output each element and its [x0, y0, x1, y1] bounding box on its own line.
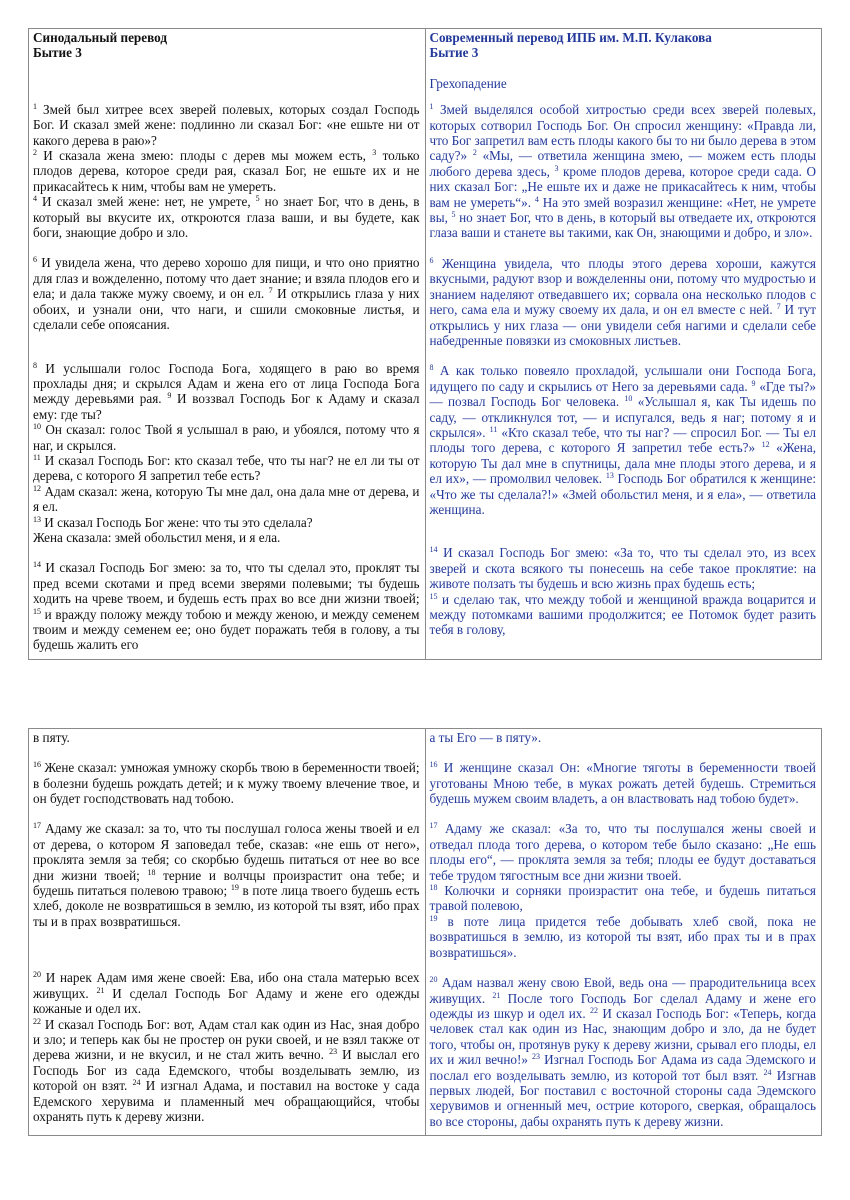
- verse-text: И женщине сказал Он: «Многие тяготы в беременности твоей уготованы Мною тебе, в муках рожать детей будешь. Стремиться будешь мужем своим владеть, а он властвовать над тобою будет».: [429, 760, 816, 807]
- verse-text: Господь Бог обратился к женщине: «Что же ты сделала?!» «Змей обольстил меня, и я ела», — ответила женщина.: [429, 471, 816, 517]
- comparison-table-page-1: [28, 28, 822, 660]
- verse-number: 7: [776, 302, 781, 312]
- verse-text: «Где ты?» — позвал Господь Бог человека.: [429, 378, 816, 410]
- verse-number: 3: [554, 163, 559, 173]
- verse-text: кроме плодов дерева, которое среди сада. О них сказал Бог: „Не ешьте их и даже не прикасайтесь к ним, чтобы вам не умереть“».: [429, 163, 816, 210]
- verse-text: И сказал Господь Бог жене: что ты это сделала?: [41, 514, 313, 530]
- verse-number: 4: [33, 194, 37, 204]
- verse-text: Колючки и сорняки произрастит она тебе, и будешь питаться травой полевою,: [429, 883, 816, 914]
- verse-text: Изгнав первых людей, Бог поставил с восточной стороны сада Эдемского херувимов и огненный меч, острие которого, сверкая, обращалось во все стороны, дабы охранять путь к дереву жизни.: [429, 1067, 816, 1129]
- chapter-heading: Бытие 3: [429, 45, 479, 61]
- verse-text: но знает Бог, что в день, в который вы вкусите их, откроются глаза ваши, и вы будете, как боги, знающие добро и зло.: [33, 194, 420, 241]
- verse-number: 10: [33, 422, 41, 432]
- paragraph: [430, 363, 817, 517]
- verse-number: 21: [492, 990, 501, 1000]
- verse-text: И сказал Господь Бог змею: «За то, что ты сделал это, из всех зверей и скота всякого ты понесешь на себе такое проклятие: на животе ползать ты будешь и всю жизнь прах будешь есть;: [429, 545, 816, 592]
- paragraph: [33, 821, 420, 929]
- verse-text: но знает Бог, что в день, в который вы отведаете их, откроются глаза ваши и станете вы такими, как Он, знающими и добро, и зло».: [429, 210, 816, 241]
- verse-number: 14: [429, 545, 438, 555]
- verse-number: 7: [268, 286, 273, 296]
- verse-number: 17: [429, 821, 438, 831]
- verse-text: И увидела жена, что дерево хорошо для пищи, и что оно приятно для глаз и вожделенно, потому что дает знание; и взяла плодов его и ела; и дала также мужу своему, и он ел.: [33, 255, 420, 302]
- verse-text: в поте лица твоего будешь есть хлеб, доколе не возвратишься в землю, из которой ты взят, ибо прах ты и в прах возвратишься.: [33, 883, 420, 929]
- verse-number: 9: [167, 391, 172, 401]
- verse-text: Женщина увидела, что плоды этого дерева хороши, кажутся вкусными, радуют взор и вожделенны они, потому что мудростью и знанием наделяют отведавшего их; сорвала она несколько плодов с него, сама ела и мужу своему их дала, и он ел вместе с ней.: [429, 255, 816, 318]
- verse-text: и сделаю так, что между тобой и женщиной вражда воцарится и между потомками вашими продолжится; ее Потомок будет разить тебя в голову,: [429, 591, 816, 638]
- verse-text: в поте лица придется тебе добывать хлеб свой, пока не возвратишься в землю, из которой ты взят, ибо прах ты и в прах возвратишься».: [429, 913, 816, 960]
- paragraph: [430, 102, 817, 241]
- verse-number: 5: [255, 194, 260, 204]
- verse-text: а ты Его — в пяту».: [429, 729, 542, 745]
- verse-number: 8: [429, 363, 434, 373]
- verse-text: Он сказал: голос Твой я услышал в раю, и убоялся, потому что я наг, и скрылся.: [33, 422, 420, 453]
- column-title: Современный перевод ИПБ им. М.П. Кулакова: [429, 30, 712, 45]
- paragraph: [430, 821, 817, 960]
- column-title: Синодальный перевод: [33, 30, 168, 45]
- verse-number: 1: [33, 101, 37, 111]
- verse-number: 4: [534, 194, 539, 204]
- verse-number: 9: [751, 378, 756, 388]
- verse-text: в пяту.: [33, 729, 70, 745]
- verse-text: И нарек Адам имя жене своей: Ева, ибо она стала матерью всех живущих.: [33, 970, 420, 1001]
- verse-text: И воззвал Господь Бог к Адаму и сказал ему: где ты?: [33, 391, 420, 422]
- verse-number: 13: [605, 471, 614, 481]
- verse-number: 6: [429, 255, 434, 265]
- verse-number: 16: [429, 760, 438, 770]
- verse-text: Адаму же сказал: «За то, что ты послушался жены своей и отведал плода того дерева, о котором тебе было сказано: „Не ешь плоды его“, — проклята земля за тебя; плоды ее будут доставаться тебе трудом тягостным все дни жизни твоей.: [429, 821, 816, 883]
- verse-text: И тут открылись у них глаза — они увидели себя нагими и сделали себе набедренные повязки из смоковных листьев.: [429, 302, 816, 348]
- verse-text: И сказал Господь Бог: «Теперь, когда человек стал как один из Нас, знающим добро и зло, да не будет того, чтобы он, протянув руку к дереву жизни, срывал его плоды, ел их и жил вечно!»: [429, 1005, 816, 1068]
- verse-text: и вражду положу между тобою и между женою, и между семенем твоим и между семенем ее; оно будет поражать тебя в голову, а ты будешь жалить его: [33, 606, 420, 653]
- verse-number: 22: [33, 1016, 41, 1026]
- verse-text: А как только повеяло прохладой, услышали они Господа Бога, идущего по саду и скрылись от Него за деревьями сада.: [429, 363, 816, 394]
- verse-number: 10: [624, 394, 633, 404]
- verse-text: И открылись глаза у них обоих, и узнали они, что наги, и сшили смоковные листья, и сделали себе опоясания.: [33, 286, 420, 333]
- verse-number: 20: [429, 975, 438, 985]
- verse-text: И сделал Господь Бог Адаму и жене его одежды кожаные и одел их.: [33, 985, 420, 1017]
- verse-number: 17: [33, 821, 41, 831]
- verse-text: После того Господь Бог сделал Адаму и жене его одежды из шкур и одел их.: [429, 990, 816, 1021]
- verse-number: 22: [590, 1005, 599, 1015]
- verse-text: Адаму же сказал: за то, что ты послушал голоса жены твоей и ел от дерева, о котором Я заповедал тебе, сказав: «не ешь от него», проклята земля за тебя; со скорбью будешь питаться от нее во все дни жизни твоей;: [33, 821, 420, 883]
- comparison-table-page-2: [28, 728, 822, 1136]
- paragraph: [430, 730, 817, 745]
- verse-number: 20: [33, 970, 41, 980]
- paragraph: [33, 970, 420, 1124]
- verse-text: Жена сказала: змей обольстил меня, и я ела.: [33, 529, 281, 545]
- verse-text: «Жена, которую Ты дал мне в спутницы, дала мне плоды этого дерева, и я ел их», — промолвил человек.: [429, 440, 816, 487]
- verse-number: 13: [33, 514, 41, 524]
- verse-text: И изгнал Адама, и поставил на востоке у сада Едемского херувима и пламенный меч обращающийся, чтобы охранять путь к дереву жизни.: [33, 1078, 420, 1124]
- verse-number: 19: [230, 883, 239, 893]
- verse-number: 2: [33, 148, 37, 158]
- verse-number: 24: [132, 1078, 141, 1088]
- verse-text: И сказала жена змею: плоды с дерев мы можем есть,: [37, 148, 373, 164]
- verse-text: «Услышал я, как Ты идешь по саду, — откликнулся тот, — и испугался, ведь я наг; потому я и скрылся».: [429, 394, 817, 440]
- verse-text: Адам сказал: жена, которую Ты мне дал, она дала мне от дерева, и я ел.: [33, 483, 420, 515]
- modern-translation-column: [426, 29, 822, 659]
- verse-number: 2: [472, 148, 477, 158]
- verse-number: 14: [33, 560, 41, 570]
- verse-text: Жене сказал: умножая умножу скорбь твою в беременности твоей; в болезни будешь рождать детей; и к мужу твоему влечение твое, и он будет господствовать над тобою.: [33, 760, 420, 807]
- verse-number: 15: [33, 606, 41, 616]
- paragraph: [33, 760, 420, 806]
- verse-number: 5: [451, 210, 456, 220]
- verse-number: 18: [147, 867, 156, 877]
- verse-text: «Кто сказал тебе, что ты наг? — спросил Бог. — Ты ел плоды того дерева, с которого Я запретил тебе есть?»: [429, 424, 816, 456]
- verse-text: И сказал Господь Бог: кто сказал тебе, что ты наг? не ел ли ты от дерева, с которого Я запретил тебе есть?: [33, 452, 420, 484]
- verse-text: «Мы, — ответила женщина змею, — можем есть плоды любого дерева здесь,: [429, 148, 816, 179]
- verse-number: 8: [33, 360, 37, 370]
- verse-text: терние и волчцы произрастит она тебе; и будешь питаться полевою травою;: [33, 867, 420, 899]
- paragraph: [430, 760, 817, 806]
- paragraph: [33, 102, 420, 241]
- verse-number: 11: [489, 424, 498, 434]
- verse-text: И сказал Господь Бог змею: за то, что ты сделал это, проклят ты пред всеми скотами и пред всеми зверями полевыми; ты будешь ходить на чреве твоем, и будешь есть прах во все дни жизни твоей;: [33, 560, 420, 607]
- verse-number: 23: [532, 1052, 541, 1062]
- paragraph: [33, 730, 420, 745]
- verse-text: И услышали голос Господа Бога, ходящего в раю во время прохлады дня; и скрылся Адам и жена его от лица Господа Бога между деревьями рая.: [33, 360, 420, 407]
- verse-number: 1: [429, 102, 434, 112]
- verse-number: 23: [329, 1047, 338, 1057]
- verse-text: И сказал змей жене: нет, не умрете,: [37, 194, 256, 210]
- verse-text: На это змей возразил женщине: «Нет, не умрете вы,: [429, 194, 816, 226]
- verse-text: И сказал Господь Бог: вот, Адам стал как один из Нас, зная добро и зло; и теперь как бы не простер он руки своей, и не взял также от дерева жизни, и не вкусил, и не стал жить вечно.: [33, 1016, 420, 1063]
- verse-number: 21: [96, 985, 105, 995]
- paragraph: [33, 255, 420, 332]
- verse-number: 24: [763, 1067, 772, 1077]
- chapter-heading: Бытие 3: [33, 45, 82, 61]
- modern-translation-column: [426, 729, 822, 1135]
- section-heading: Грехопадение: [429, 75, 507, 91]
- paragraph: [430, 545, 817, 637]
- verse-text: Изгнал Господь Бог Адама из сада Эдемского и послал его возделывать землю, из которой тот был взят.: [429, 1052, 816, 1083]
- paragraph: [33, 560, 420, 652]
- verse-text: только плодов дерева, которое среди рая, сказал Бог, не ешьте их и не прикасайтесь к ним, чтобы вам не умереть.: [33, 148, 420, 194]
- paragraph: [430, 256, 817, 348]
- verse-number: 18: [429, 883, 438, 893]
- verse-text: Змей был хитрее всех зверей полевых, которых создал Господь Бог. И сказал змей жене: подлинно ли сказал Бог: «не ешьте ни от какого дерева в раю»?: [33, 101, 420, 148]
- verse-number: 19: [429, 913, 438, 923]
- synodal-column: [29, 729, 426, 1135]
- verse-number: 16: [33, 760, 41, 770]
- verse-number: 11: [33, 452, 41, 462]
- verse-number: 12: [33, 483, 41, 493]
- verse-text: Змей выделялся особой хитростью среди всех зверей полевых, которых сотворил Господь Бог. Он спросил женщину: «Правда ли, что Бог запретил вам есть плоды какого бы то ни было дерева в этом саду?»: [429, 102, 816, 164]
- verse-number: 15: [429, 591, 438, 601]
- verse-text: Адам назвал жену свою Евой, ведь она — прародительница всех живущих.: [429, 975, 816, 1006]
- verse-text: И выслал его Господь Бог из сада Едемского, чтобы возделывать землю, из которой он взят.: [33, 1047, 420, 1094]
- verse-number: 12: [761, 440, 770, 450]
- verse-number: 6: [33, 255, 37, 265]
- paragraph: [430, 975, 817, 1129]
- verse-number: 3: [372, 148, 377, 158]
- paragraph: [33, 361, 420, 546]
- synodal-column: [29, 29, 426, 659]
